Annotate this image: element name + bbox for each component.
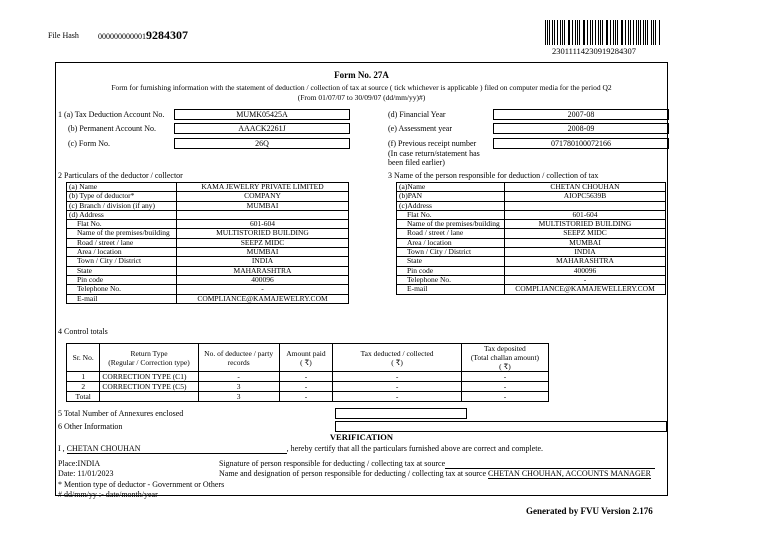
table-row	[67, 229, 349, 238]
form-no-label: (c) Form No.	[68, 139, 110, 148]
table-row	[397, 192, 666, 201]
field-label: E-mail	[67, 294, 177, 303]
field-value: MAHARASHTRA	[177, 266, 349, 275]
table-row	[67, 192, 349, 201]
ay-value: 2008-09	[493, 123, 669, 134]
field-label: (a) Name	[67, 183, 177, 192]
field-value: 601-604	[505, 210, 666, 219]
field-label: E-mail	[397, 285, 505, 294]
field-label: (c) Branch / division (if any)	[67, 201, 177, 210]
table-row	[67, 257, 349, 266]
field-label: Area / location	[397, 238, 505, 247]
pan-value: AAACK2261J	[174, 123, 350, 134]
field-label: Name of the premises/building	[67, 229, 177, 238]
annexures-label: 5 Total Number of Annexures enclosed	[58, 409, 184, 418]
field-value: MULTISTORIED BUILDING	[505, 220, 666, 229]
field-value: AIOPC5639B	[505, 192, 666, 201]
field-value: 601-604	[177, 220, 349, 229]
field-value: 400096	[505, 266, 666, 275]
verifier-name: CHETAN CHOUHAN	[67, 444, 287, 454]
field-label: (b)PAN	[397, 192, 505, 201]
designation-value: CHETAN CHOUHAN, ACCOUNTS MANAGER	[488, 469, 651, 478]
col-return-type: Return Type (Regular / Correction type)	[100, 344, 198, 372]
deductor-table	[66, 182, 349, 304]
table-row	[397, 285, 666, 294]
table-row	[67, 266, 349, 275]
ay-label: (e) Assessment year	[388, 124, 452, 133]
control-row: 2 CORRECTION TYPE (C5) 3 - - -	[67, 382, 549, 392]
field-label: (a)Name	[397, 183, 505, 192]
designation-line: Name and designation of person responsible for deducting / collecting tax at source CHETAN CHOUHAN, ACCOUNTS MANAGER	[219, 469, 651, 478]
control-total-row: Total 3 - - -	[67, 392, 549, 402]
barcode	[545, 20, 660, 45]
field-label: (c)Address	[397, 201, 505, 210]
control-table	[66, 343, 549, 402]
annexures-box	[335, 408, 467, 419]
table-row	[397, 248, 666, 257]
col-deductee-records: No. of deductee / party records	[198, 344, 279, 372]
field-label: Flat No.	[67, 220, 177, 229]
field-value: MUMBAI	[505, 238, 666, 247]
file-hash-main: 9284307	[146, 28, 188, 42]
field-label: Town / City / District	[397, 248, 505, 257]
file-hash-value	[98, 28, 188, 43]
tan-value: MUMK05425A	[174, 109, 350, 120]
file-hash-prefix: 000000000001	[98, 32, 146, 41]
field-value: -	[177, 285, 349, 294]
field-label: Road / street / lane	[67, 238, 177, 247]
field-value: INDIA	[505, 248, 666, 257]
field-label: Road / street / lane	[397, 229, 505, 238]
signature-label: Signature of person responsible for deducting / collecting tax at source	[219, 459, 655, 469]
control-row: 1 CORRECTION TYPE (C1) - - - -	[67, 372, 549, 382]
table-row	[67, 210, 349, 219]
table-row	[67, 285, 349, 294]
field-value: CHETAN CHOUHAN	[505, 183, 666, 192]
field-label: Telephone No.	[397, 275, 505, 284]
form-title: Form No. 27A	[334, 70, 389, 80]
col-tax-deducted: Tax deducted / collected ( ₹)	[333, 344, 462, 372]
date: Date: 11/01/2023	[58, 469, 114, 478]
other-info-box	[335, 421, 667, 432]
form-no-value: 26Q	[174, 138, 350, 149]
field-value: COMPANY	[177, 192, 349, 201]
field-label: Area / location	[67, 248, 177, 257]
fy-value: 2007-08	[493, 109, 669, 120]
field-label: Flat No.	[397, 210, 505, 219]
table-row	[397, 183, 666, 192]
generated-by: Generated by FVU Version 2.176	[526, 506, 653, 516]
form-subtitle: Form for furnishing information with the statement of deduction / collection of tax at source ( tick whichever is applicable ) filed on computer media for the period Q2	[111, 83, 612, 92]
file-hash-label: File Hash	[48, 31, 79, 40]
footnote-deductor-type: * Mention type of deductor - Government or Others	[58, 480, 225, 489]
responsible-heading: 3 Name of the person responsible for deduction / collection of tax	[388, 171, 599, 180]
barcode-number: 23011114230919284307	[552, 46, 637, 56]
field-label: Telephone No.	[67, 285, 177, 294]
field-label: Pin code	[67, 275, 177, 284]
field-value: MUMBAI	[177, 248, 349, 257]
responsible-table	[396, 182, 666, 295]
field-label: State	[397, 257, 505, 266]
field-value: KAMA JEWELRY PRIVATE LIMITED	[177, 183, 349, 192]
other-info-label: 6 Other Information	[58, 422, 123, 431]
table-row	[397, 201, 666, 210]
table-row	[67, 294, 349, 303]
place: Place:INDIA	[58, 459, 101, 468]
tan-label: 1 (a) Tax Deduction Account No.	[58, 110, 165, 119]
footnote-date-format: # dd/mm/yy :- date/month/year	[58, 490, 158, 499]
table-row	[397, 229, 666, 238]
form-period: (From 01/07/07 to 30/09/07 (dd/mm/yy)#)	[297, 93, 426, 102]
verification-heading: VERIFICATION	[329, 432, 394, 442]
field-value: COMPLIANCE@KAMAJEWELLERY.COM	[505, 285, 666, 294]
receipt-note-1: (In case return/statement has	[388, 149, 480, 158]
table-row	[67, 201, 349, 210]
field-value: SEEPZ MIDC	[505, 229, 666, 238]
receipt-value: 071780100072166	[493, 138, 669, 149]
pan-label: (b) Permanent Account No.	[68, 124, 156, 133]
col-amount-paid: Amount paid ( ₹)	[279, 344, 333, 372]
field-label: State	[67, 266, 177, 275]
col-sr-no: Sr. No.	[67, 344, 100, 372]
deductor-heading: 2 Particulars of the deductor / collector	[58, 171, 183, 180]
field-value: MULTISTORIED BUILDING	[177, 229, 349, 238]
field-value: MUMBAI	[177, 201, 349, 210]
receipt-note-2: been filed earlier)	[388, 158, 445, 167]
field-label: (d) Address	[67, 210, 177, 219]
col-tax-deposited: Tax deposited (Total challan amount) ( ₹)	[461, 344, 548, 372]
table-row	[397, 257, 666, 266]
field-label: Name of the premises/building	[397, 220, 505, 229]
field-value: COMPLIANCE@KAMAJEWELRY.COM	[177, 294, 349, 303]
receipt-label: (f) Previous receipt number	[388, 139, 477, 148]
fy-label: (d) Financial Year	[388, 110, 446, 119]
field-value: MAHARASHTRA	[505, 257, 666, 266]
field-label: Town / City / District	[67, 257, 177, 266]
field-value: INDIA	[177, 257, 349, 266]
verification-statement: I , CHETAN CHOUHAN , hereby certify that all the particulars furnished above are correct and complete.	[58, 444, 543, 453]
field-value: -	[505, 275, 666, 284]
field-label: Pin code	[397, 266, 505, 275]
field-value: 400096	[177, 275, 349, 284]
field-label: (b) Type of deductor*	[67, 192, 177, 201]
field-value	[505, 201, 666, 210]
field-value: SEEPZ MIDC	[177, 238, 349, 247]
control-heading: 4 Control totals	[58, 327, 108, 336]
